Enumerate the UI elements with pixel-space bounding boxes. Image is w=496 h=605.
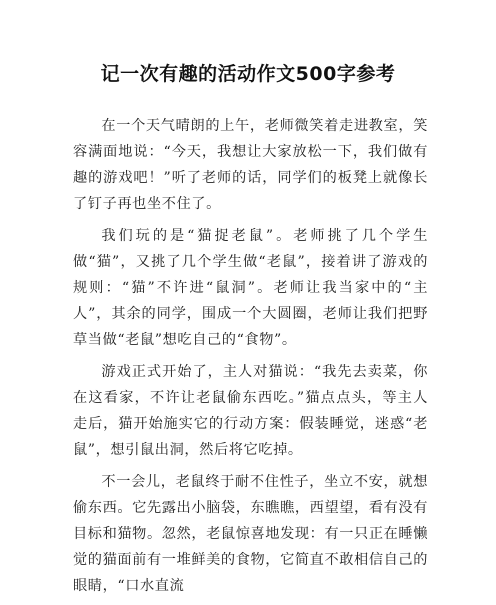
document-title: 记一次有趣的活动作文500字参考 [100,63,396,85]
paragraph-3: 游戏正式开始了，主人对猫说：“我先去卖菜，你在这看家，不许让老鼠偷东西吃。”猫点点头，等主人走后，猫开始施实它的行动方案：假装睡觉，迷惑“老鼠”，想引鼠出洞，然后将它吃掉。 [73,364,428,458]
paragraph-2: 我们玩的是“猫捉老鼠”。老师挑了几个学生做“猫”，又挑了几个学生做“老鼠”，接着讲了游戏的规则：“猫”不许进“鼠洞”。老师让我当家中的“主人”，其余的同学，围成一个大圆圈，老师让我们把野草当做“老鼠”想吃自己的“食物”。 [73,228,428,348]
document-body [73,113,428,605]
paragraph-4: 不一会儿，老鼠终于耐不住性子，坐立不安，就想偷东西。它先露出小脑袋，东瞧瞧，西望望，看有没有目标和猫物。忽然，老鼠惊喜地发现：有一只正在睡懒觉的猫面前有一堆鲜美的食物，它简直不敢相信自己的眼睛，“口水直流 [73,474,428,594]
paragraph-1: 在一个天气晴朗的上午，老师微笑着走进教室，笑容满面地说：“今天，我想让大家放松一下，我们做有趣的游戏吧！”听了老师的话，同学们的板凳上就像长了钉子再也坐不住了。 [73,118,428,212]
